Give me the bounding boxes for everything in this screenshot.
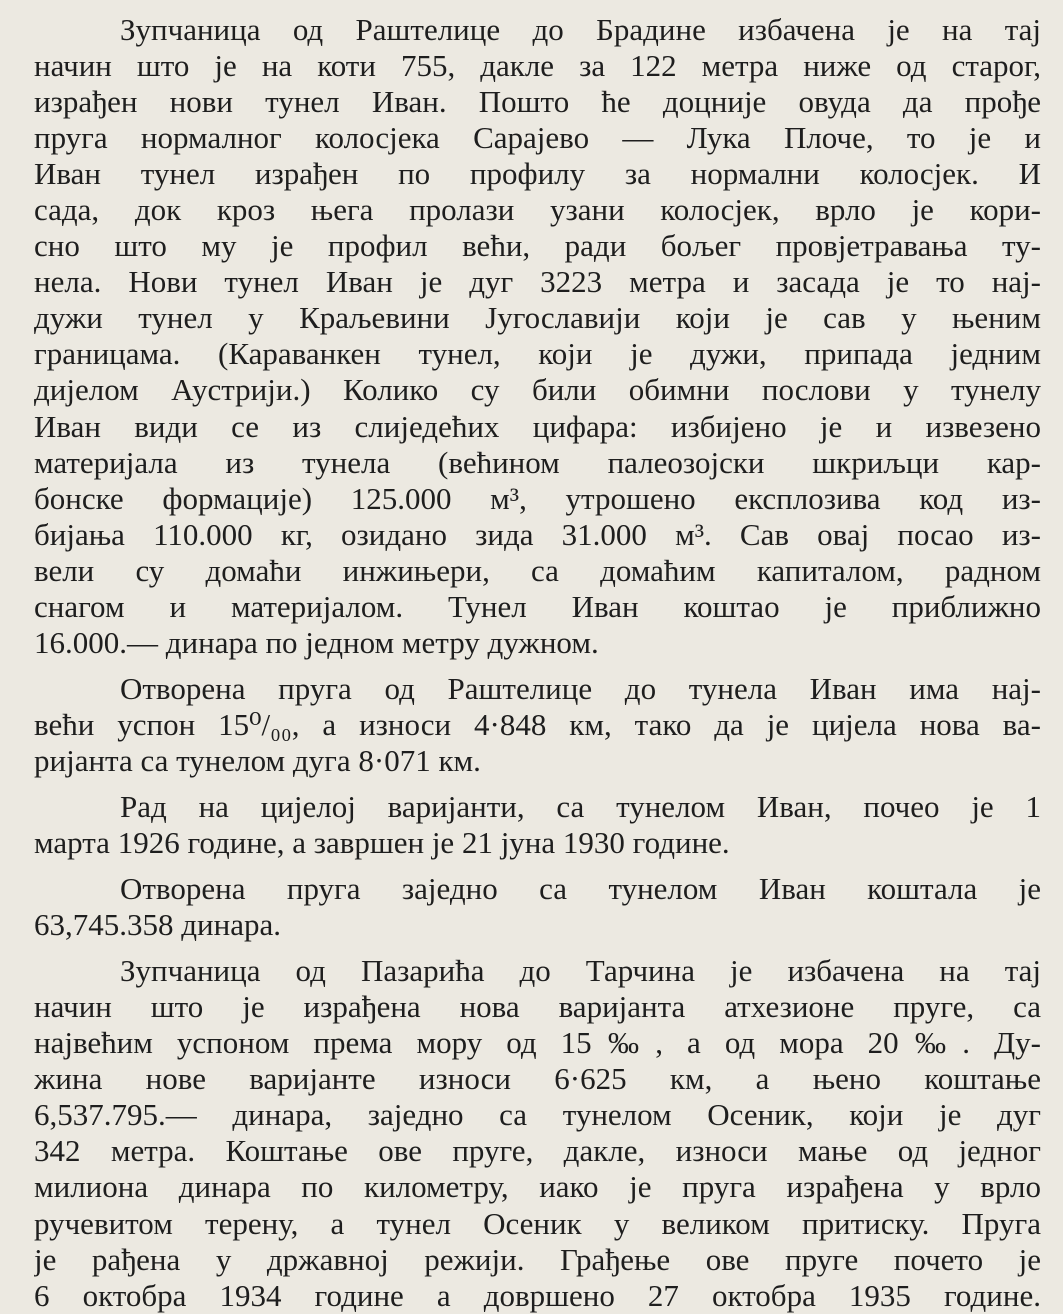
paragraph-ivan-tunnel bbox=[34, 12, 1041, 661]
text-line: највећим успоном према мору од 15‰, а од мора 20‰. Ду- bbox=[34, 1025, 1041, 1061]
text-line: снагом и материјалом. Тунел Иван коштао је приближно bbox=[34, 588, 1041, 624]
text-line: израђен нови тунел Иван. Пошто ће доцније овуда да прође bbox=[34, 84, 1041, 120]
text-line: нела. Нови тунел Иван је дуг 3223 метра и засада је то нај- bbox=[34, 264, 1041, 300]
text-line: ручевитом терену, а тунел Осеник у великом притиску. Пруга bbox=[34, 1205, 1041, 1241]
text-line: сада, док кроз њега пролази узани колосјек, врло је кори- bbox=[34, 192, 1041, 228]
text-line: пруга нормалног колосјека Сарајево — Лука Плоче, то је и bbox=[34, 120, 1041, 156]
paragraph-pazaric-tarcin bbox=[34, 953, 1041, 1313]
text-line: Иван тунел израђен по профилу за нормални колосјек. И bbox=[34, 156, 1041, 192]
text-line: начин што је на коти 755, дакле за 122 метра ниже од старог, bbox=[34, 48, 1041, 84]
paragraph-gap bbox=[34, 661, 1041, 671]
text-line: 63,745.358 динара. bbox=[34, 907, 281, 943]
text-line: Иван види се из слиједећих цифара: избијено је и извезено bbox=[34, 408, 1041, 444]
text-line: већи успон 15⁰/₀₀, а износи 4·848 км, тако да је цијела нова ва- bbox=[34, 706, 1041, 742]
text-line: вели су домаћи инжињери, са домаћим капиталом, радном bbox=[34, 552, 1041, 588]
paragraph-gap bbox=[34, 779, 1041, 789]
text-line: 6 октобра 1934 године а довршено 27 октобра 1935 године. bbox=[34, 1277, 1041, 1313]
text-line: 342 метра. Коштање ове пруге, дакле, износи мање од једног bbox=[34, 1133, 1041, 1169]
text-line: Отворена пруга од Раштелице до тунела Иван има нај- bbox=[120, 670, 1041, 706]
text-line: дужи тунел у Краљевини Југославији који је сав у њеним bbox=[34, 300, 1041, 336]
text-line: је рађена у државној режији. Грађење ове пруге почето је bbox=[34, 1241, 1041, 1277]
text-line: сно што му је профил већи, ради бољег провјетравања ту- bbox=[34, 228, 1041, 264]
text-line: 16.000.— динара по једном метру дужном. bbox=[34, 624, 599, 660]
paragraph-gap bbox=[34, 943, 1041, 953]
text-line: марта 1926 године, а завршен је 21 јуна 1930 године. bbox=[34, 825, 730, 861]
paragraph-cost bbox=[34, 871, 1041, 943]
paragraph-open-line bbox=[34, 671, 1041, 779]
text-line: ријанта са тунелом дуга 8·071 км. bbox=[34, 742, 481, 778]
text-line: Рад на цијелој варијанти, са тунелом Иван, почео је 1 bbox=[120, 788, 1041, 824]
text-line: материјала из тунела (већином палеозојски шкриљци кар- bbox=[34, 444, 1041, 480]
text-line: бијања 110.000 кг, озидано зида 31.000 м³. Сав овај посао из- bbox=[34, 516, 1041, 552]
text-line: начин што је израђена нова варијанта атхезионе пруге, са bbox=[34, 989, 1041, 1025]
paragraph-work-dates bbox=[34, 789, 1041, 861]
text-line: границама. (Караванкен тунел, који је дужи, припада једним bbox=[34, 336, 1041, 372]
text-line: 6,537.795.— динара, заједно са тунелом Осеник, који је дуг bbox=[34, 1097, 1041, 1133]
text-line: Зупчаница од Пазарића до Тарчина је избачена на тај bbox=[120, 953, 1041, 989]
text-line: Отворена пруга заједно са тунелом Иван коштала је bbox=[120, 871, 1041, 907]
text-line: дијелом Аустрији.) Колико су били обимни послови у тунелу bbox=[34, 372, 1041, 408]
text-line: жина нове варијанте износи 6·625 км, а њено коштање bbox=[34, 1061, 1041, 1097]
paragraph-gap bbox=[34, 861, 1041, 871]
text-line: милиона динара по километру, иако је пруга израђена у врло bbox=[34, 1169, 1041, 1205]
text-line: бонске формације) 125.000 м³, утрошено експлозива код из- bbox=[34, 480, 1041, 516]
text-line: Зупчаница од Раштелице до Брадине избачена је на тај bbox=[120, 12, 1041, 47]
